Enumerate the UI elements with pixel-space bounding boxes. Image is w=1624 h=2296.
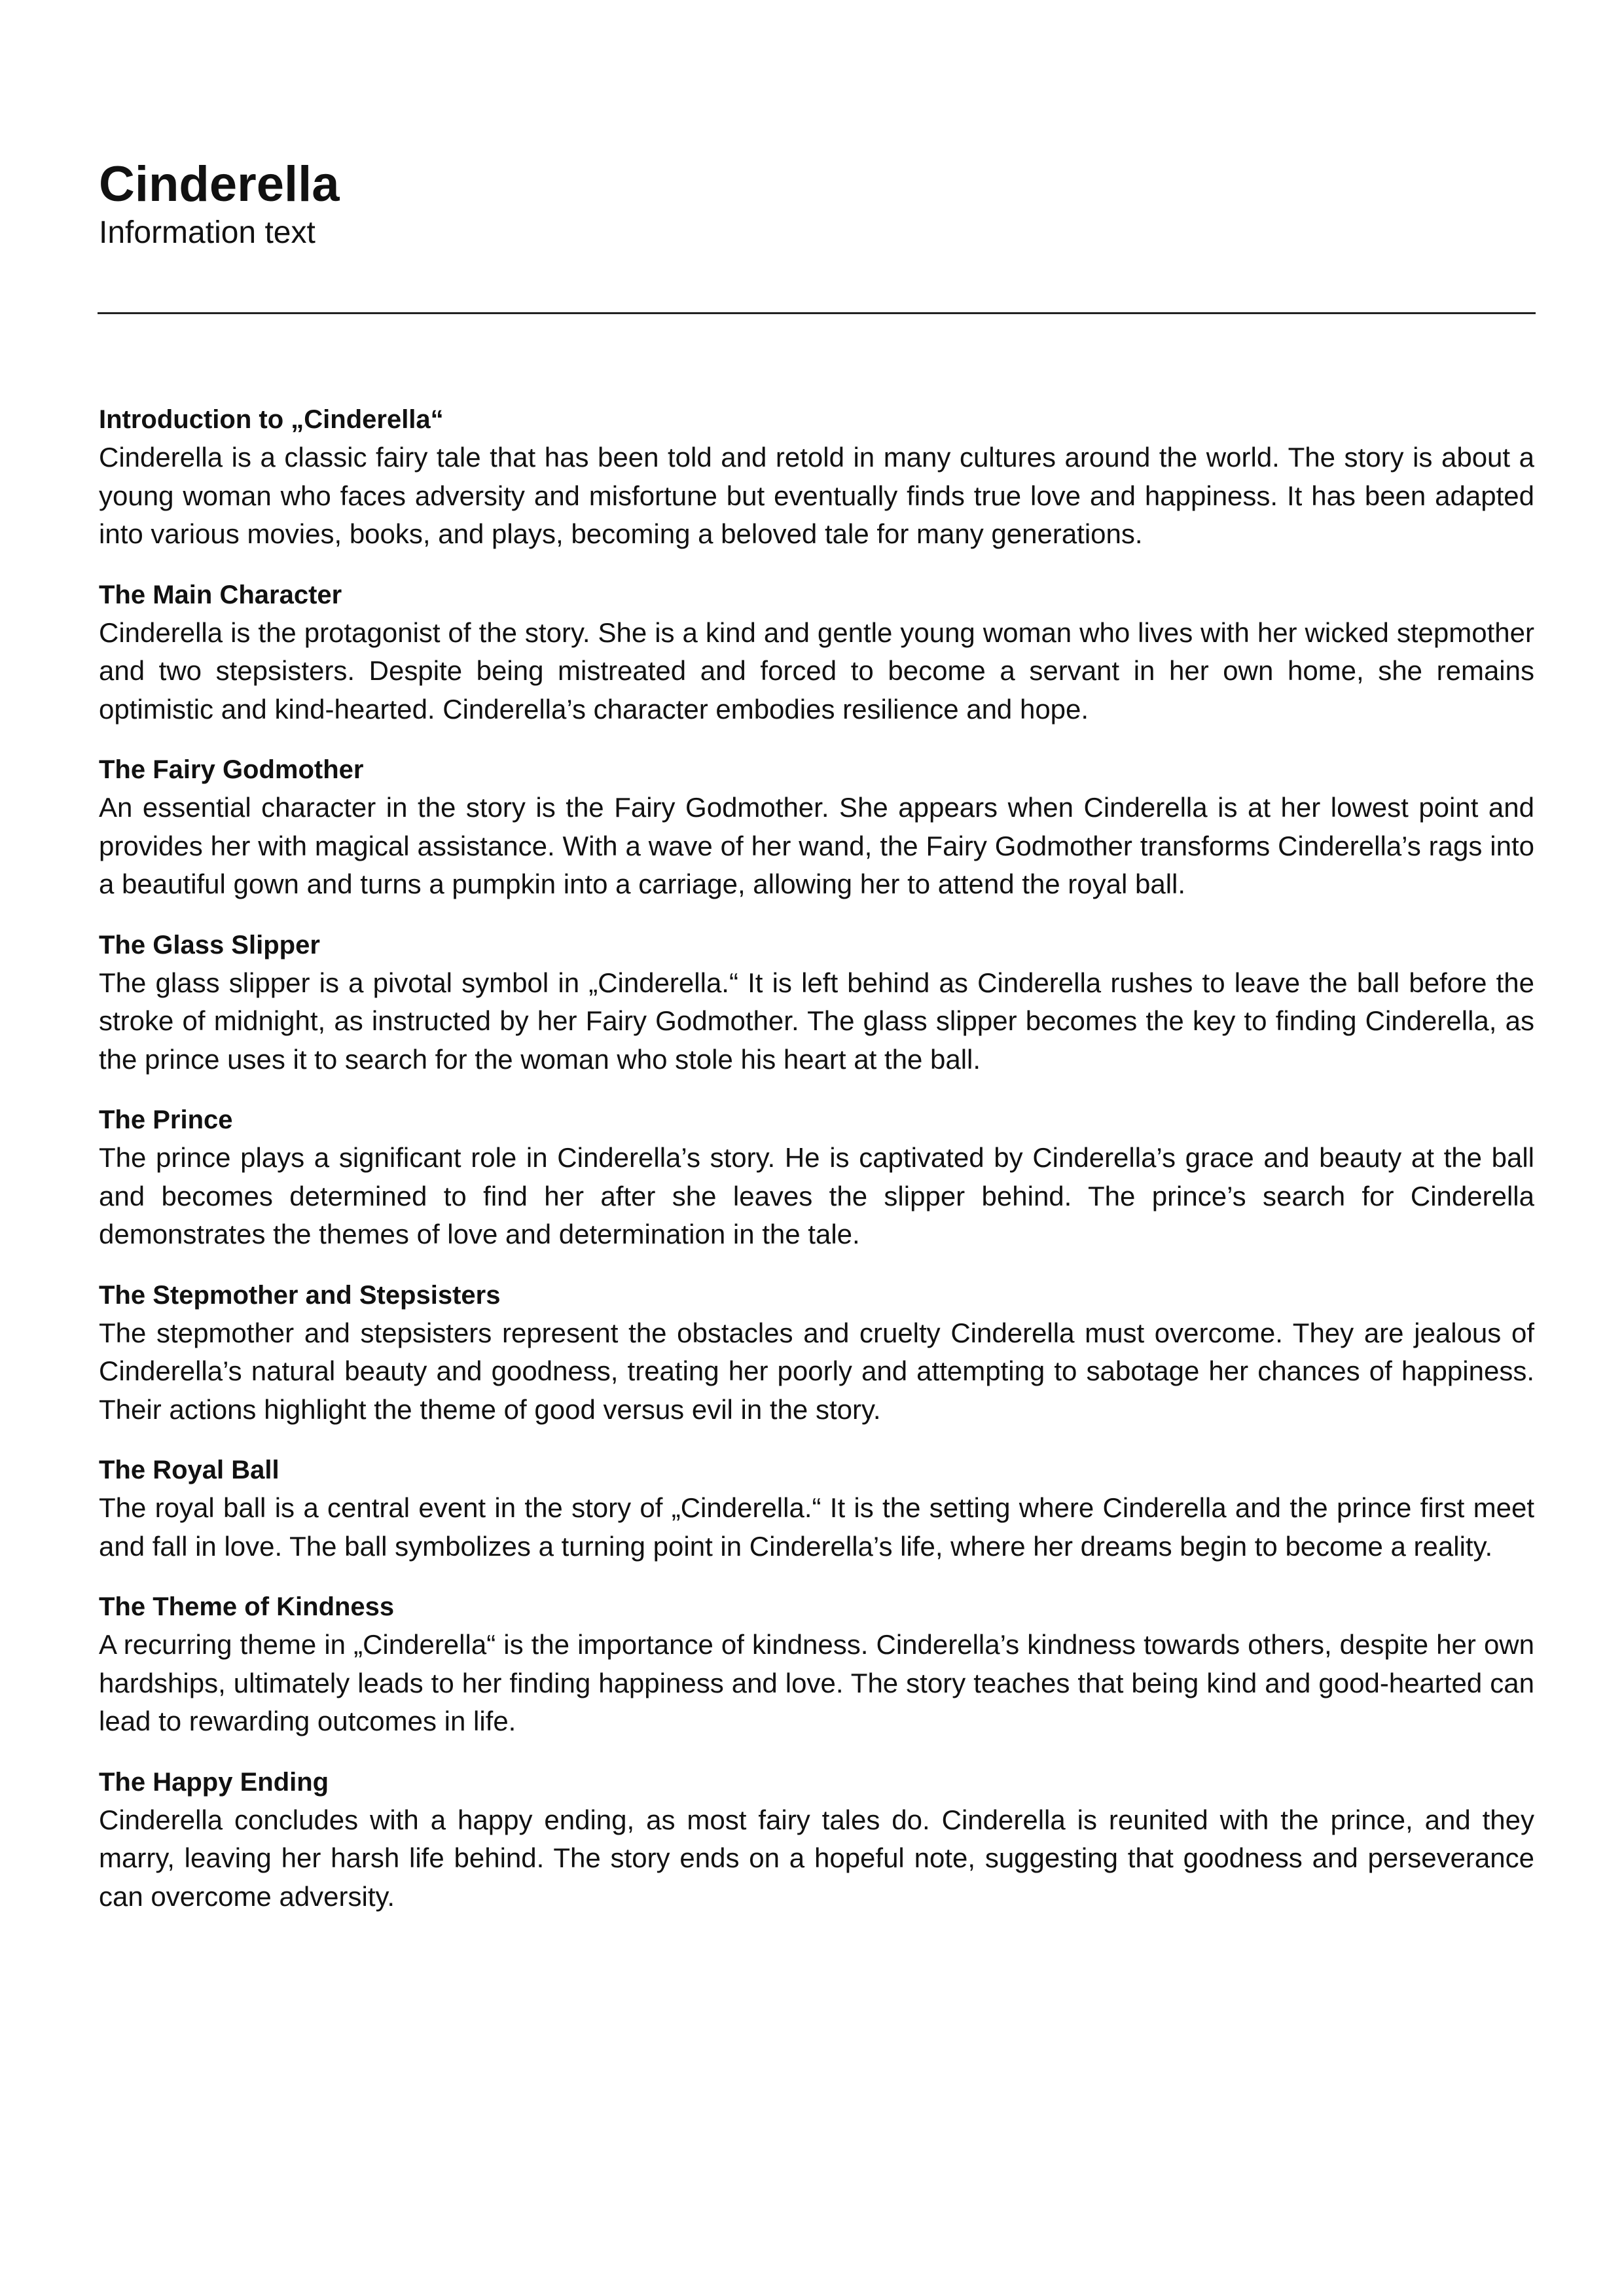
section-heading: The Royal Ball (99, 1456, 280, 1484)
section-happy-ending (99, 1763, 1534, 1916)
section-heading: The Fairy Godmother (99, 755, 364, 784)
section-fairy-godmother (99, 751, 1534, 904)
section-heading: The Theme of Kindness (99, 1592, 395, 1621)
document-subtitle: Information text (99, 215, 316, 250)
sections-list (99, 401, 1534, 1938)
section-body: Cinderella concludes with a happy ending, as most fairy tales do. Cinderella is reunited with the prince, and they marry, leaving her harsh life behind. The story ends on a hopeful note, suggesting that goodness and perseverance can overcome adversity. (99, 1804, 1534, 1912)
header-divider (98, 312, 1536, 314)
section-royal-ball (99, 1451, 1534, 1566)
section-heading: The Prince (99, 1105, 233, 1134)
section-prince (99, 1101, 1534, 1254)
section-stepmother-stepsisters (99, 1276, 1534, 1429)
section-body: Cinderella is the protagonist of the story. She is a kind and gentle young woman who lives with her wicked stepmother and two stepsisters. Despite being mistreated and forced to become a servant in her own home, she remains optimistic and kind-hearted. Cinderella’s character embodies resilience and hope. (99, 617, 1534, 725)
section-heading: Introduction to „Cinderella“ (99, 405, 444, 434)
section-heading: The Happy Ending (99, 1767, 329, 1797)
section-introduction (99, 401, 1534, 554)
section-body: Cinderella is a classic fairy tale that has been told and retold in many cultures around the world. The story is about a young woman who faces adversity and misfortune but eventually finds true love and happiness. It has been adapted into various movies, books, and plays, becoming a beloved tale for many generations. (99, 442, 1534, 549)
section-heading: The Stepmother and Stepsisters (99, 1280, 501, 1310)
section-body: The glass slipper is a pivotal symbol in „Cinderella.“ It is left behind as Cinderella rushes to leave the ball before the stroke of midnight, as instructed by her Fairy Godmother. The glass slipper becomes the key to finding Cinderella, as the prince uses it to search for the woman who stole his heart at the ball. (99, 967, 1534, 1075)
section-heading: The Glass Slipper (99, 930, 320, 960)
section-heading: The Main Character (99, 580, 342, 609)
section-theme-kindness (99, 1588, 1534, 1741)
section-body: The royal ball is a central event in the story of „Cinderella.“ It is the setting where Cinderella and the prince first meet and fall in love. The ball symbolizes a turning point in Cinderella’s life, where her dreams begin to become a reality. (99, 1492, 1534, 1562)
section-body: A recurring theme in „Cinderella“ is the importance of kindness. Cinderella’s kindness towards others, despite her own hardships, ultimately leads to her finding happiness and love. The story teaches that being kind and good-hearted can lead to rewarding outcomes in life. (99, 1629, 1534, 1736)
section-main-character (99, 576, 1534, 729)
document-title: Cinderella (99, 156, 340, 212)
document-page (99, 0, 1534, 2296)
section-body: An essential character in the story is the Fairy Godmother. She appears when Cinderella is at her lowest point and provides her with magical assistance. With a wave of her wand, the Fairy Godmother transforms Cinderella’s rags into a beautiful gown and turns a pumpkin into a carriage, allowing her to attend the royal ball. (99, 792, 1534, 899)
section-body: The prince plays a significant role in Cinderella’s story. He is captivated by Cinderella’s grace and beauty at the ball and becomes determined to find her after she leaves the slipper behind. The prince’s search for Cinderella demonstrates the themes of love and determination in the tale. (99, 1142, 1534, 1249)
section-body: The stepmother and stepsisters represent the obstacles and cruelty Cinderella must overcome. They are jealous of Cinderella’s natural beauty and goodness, treating her poorly and attempting to sabotage her chances of happiness. Their actions highlight the theme of good versus evil in the story. (99, 1317, 1534, 1425)
section-glass-slipper (99, 926, 1534, 1079)
